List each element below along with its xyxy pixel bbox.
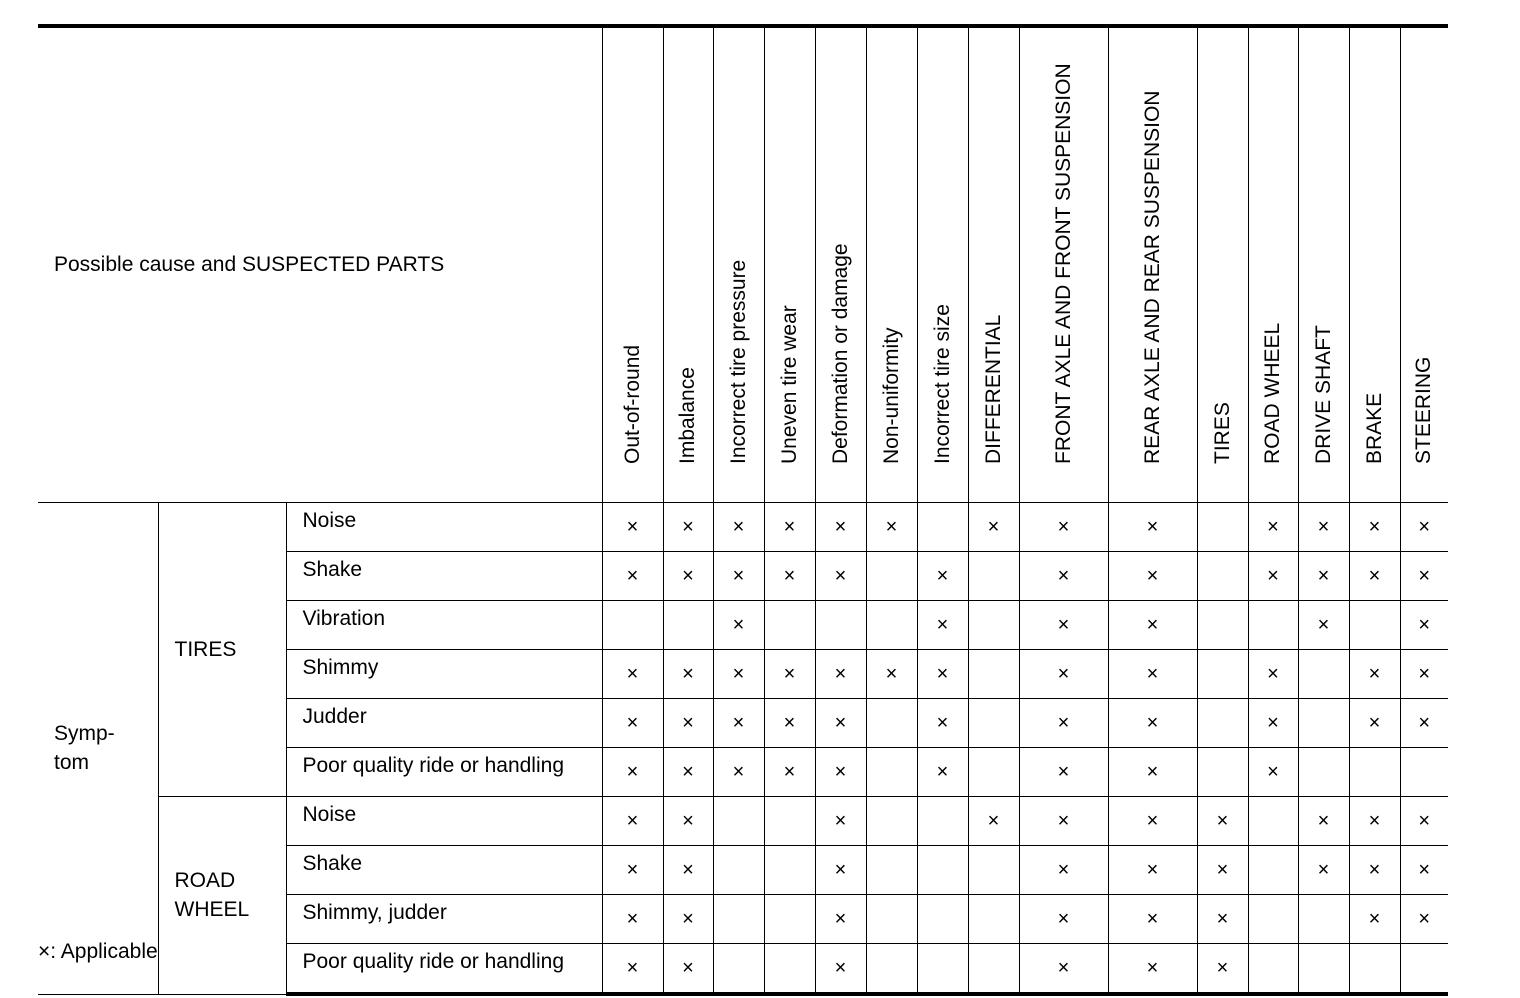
column-header-non-uniformity (866, 26, 917, 503)
applicable-mark: × (1248, 748, 1298, 797)
applicable-mark: × (1400, 552, 1448, 601)
empty-cell (866, 846, 917, 895)
column-header-label: Uneven tire wear (777, 305, 801, 464)
empty-cell (1197, 552, 1248, 601)
column-header-out-of-round (602, 26, 663, 503)
applicable-mark: × (663, 552, 713, 601)
symptom-name: Shimmy, judder (286, 895, 602, 944)
applicable-mark: × (602, 846, 663, 895)
column-header-incorrect-tire-pressure (713, 26, 764, 503)
applicable-mark: × (764, 552, 815, 601)
applicable-mark: × (1349, 503, 1400, 552)
diagnosis-table-wrapper (38, 24, 1448, 996)
applicable-mark: × (1108, 503, 1197, 552)
applicable-mark: × (713, 699, 764, 748)
applicable-mark: × (917, 748, 968, 797)
applicable-mark: × (968, 797, 1019, 846)
applicable-mark: × (1349, 699, 1400, 748)
applicable-mark: × (1197, 846, 1248, 895)
applicable-mark: × (917, 650, 968, 699)
applicable-mark: × (1108, 650, 1197, 699)
empty-cell (866, 944, 917, 995)
empty-cell (713, 797, 764, 846)
applicable-mark: × (815, 846, 866, 895)
column-header-drive-shaft (1298, 26, 1349, 503)
column-header-label: Out-of-round (620, 344, 644, 464)
group-label (158, 797, 286, 995)
column-header-deformation-or-damage (815, 26, 866, 503)
column-header-label: Deformation or damage (828, 243, 852, 464)
empty-cell (1400, 748, 1448, 797)
empty-cell (1298, 699, 1349, 748)
applicable-mark: × (602, 503, 663, 552)
applicable-mark: × (1400, 601, 1448, 650)
column-header-label: ROAD WHEEL (1261, 322, 1284, 464)
applicable-mark: × (1019, 797, 1108, 846)
applicable-mark: × (713, 601, 764, 650)
column-header-label: STEERING (1412, 356, 1436, 464)
symptom-label-line2: tom (54, 751, 90, 775)
applicable-mark: × (1349, 650, 1400, 699)
header-title: Possible cause and SUSPECTED PARTS (38, 26, 602, 503)
empty-cell (1197, 699, 1248, 748)
applicable-mark: × (1248, 503, 1298, 552)
applicable-mark: × (663, 748, 713, 797)
applicable-mark: × (1400, 699, 1448, 748)
applicable-mark: × (968, 503, 1019, 552)
applicable-mark: × (815, 944, 866, 995)
empty-cell (968, 846, 1019, 895)
applicable-mark: × (1400, 895, 1448, 944)
empty-cell (764, 601, 815, 650)
applicable-mark: × (917, 601, 968, 650)
empty-cell (968, 650, 1019, 699)
applicable-mark: × (1019, 895, 1108, 944)
applicable-mark: × (1349, 895, 1400, 944)
group-label (158, 503, 286, 797)
column-header-brake (1349, 26, 1400, 503)
column-header-steering (1400, 26, 1448, 503)
applicable-mark: × (815, 699, 866, 748)
empty-cell (1248, 944, 1298, 995)
applicable-mark: × (1298, 797, 1349, 846)
applicable-mark: × (764, 699, 815, 748)
column-header-label: Incorrect tire size (930, 304, 954, 464)
empty-cell (764, 846, 815, 895)
empty-cell (1400, 944, 1448, 995)
applicable-mark: × (663, 944, 713, 995)
empty-cell (1298, 650, 1349, 699)
symptom-name: Noise (286, 503, 602, 552)
empty-cell (1349, 748, 1400, 797)
empty-cell (866, 699, 917, 748)
applicable-mark: × (1019, 552, 1108, 601)
empty-cell (764, 797, 815, 846)
applicable-mark: × (1400, 797, 1448, 846)
applicable-mark: × (1108, 797, 1197, 846)
applicable-mark: × (1400, 503, 1448, 552)
applicable-mark: × (602, 552, 663, 601)
applicable-mark: × (815, 797, 866, 846)
column-header-front-axle-and-front-suspension (1019, 26, 1108, 503)
applicable-mark: × (1248, 699, 1298, 748)
applicable-mark: × (1108, 552, 1197, 601)
footnote: ×: Applicable (38, 940, 158, 963)
empty-cell (713, 895, 764, 944)
symptom-name: Shake (286, 846, 602, 895)
symptom-name: Poor quality ride or handling (286, 944, 602, 995)
empty-cell (764, 944, 815, 995)
empty-cell (968, 895, 1019, 944)
symptom-label (38, 503, 158, 995)
empty-cell (1197, 650, 1248, 699)
applicable-mark: × (764, 650, 815, 699)
applicable-mark: × (713, 552, 764, 601)
applicable-mark: × (1019, 650, 1108, 699)
table-row (38, 797, 1448, 846)
applicable-mark: × (663, 895, 713, 944)
applicable-mark: × (866, 503, 917, 552)
applicable-mark: × (815, 650, 866, 699)
applicable-mark: × (1019, 699, 1108, 748)
group-label-line1: ROAD (174, 869, 236, 893)
empty-cell (968, 944, 1019, 995)
column-header-label: TIRES (1210, 402, 1234, 464)
empty-cell (917, 846, 968, 895)
empty-cell (968, 601, 1019, 650)
applicable-mark: × (1197, 944, 1248, 995)
applicable-mark: × (1197, 895, 1248, 944)
group-label-line1: TIRES (174, 638, 237, 661)
applicable-mark: × (1248, 650, 1298, 699)
empty-cell (1197, 503, 1248, 552)
applicable-mark: × (663, 797, 713, 846)
column-header-label: Incorrect tire pressure (726, 259, 750, 464)
applicable-mark: × (1349, 846, 1400, 895)
empty-cell (1298, 944, 1349, 995)
applicable-mark: × (602, 944, 663, 995)
applicable-mark: × (1108, 846, 1197, 895)
applicable-mark: × (663, 503, 713, 552)
applicable-mark: × (1108, 601, 1197, 650)
empty-cell (1248, 797, 1298, 846)
empty-cell (1349, 944, 1400, 995)
applicable-mark: × (602, 895, 663, 944)
column-header-road-wheel (1248, 26, 1298, 503)
applicable-mark: × (917, 699, 968, 748)
applicable-mark: × (1019, 944, 1108, 995)
applicable-mark: × (713, 503, 764, 552)
empty-cell (1197, 601, 1248, 650)
empty-cell (866, 601, 917, 650)
column-header-tires (1197, 26, 1248, 503)
empty-cell (866, 797, 917, 846)
applicable-mark: × (1349, 797, 1400, 846)
empty-cell (815, 601, 866, 650)
applicable-mark: × (663, 846, 713, 895)
header-row (38, 26, 1448, 503)
applicable-mark: × (602, 797, 663, 846)
applicable-mark: × (1298, 503, 1349, 552)
applicable-mark: × (815, 895, 866, 944)
column-header-uneven-tire-wear (764, 26, 815, 503)
empty-cell (968, 748, 1019, 797)
applicable-mark: × (764, 503, 815, 552)
column-header-differential (968, 26, 1019, 503)
empty-cell (713, 846, 764, 895)
empty-cell (1197, 748, 1248, 797)
empty-cell (917, 503, 968, 552)
symptom-name: Vibration (286, 601, 602, 650)
column-header-rear-axle-and-rear-suspension (1108, 26, 1197, 503)
applicable-mark: × (1108, 748, 1197, 797)
applicable-mark: × (1019, 748, 1108, 797)
empty-cell (866, 895, 917, 944)
empty-cell (1298, 895, 1349, 944)
applicable-mark: × (1298, 601, 1349, 650)
empty-cell (1248, 601, 1298, 650)
empty-cell (968, 552, 1019, 601)
applicable-mark: × (713, 748, 764, 797)
column-header-label: Imbalance (676, 367, 699, 464)
empty-cell (917, 797, 968, 846)
empty-cell (1349, 601, 1400, 650)
column-header-label: REAR AXLE AND REAR SUSPENSION (1140, 90, 1164, 464)
applicable-mark: × (815, 503, 866, 552)
empty-cell (1298, 748, 1349, 797)
symptom-name: Shake (286, 552, 602, 601)
applicable-mark: × (1019, 503, 1108, 552)
applicable-mark: × (815, 552, 866, 601)
applicable-mark: × (1248, 552, 1298, 601)
column-header-label: BRAKE (1362, 392, 1386, 464)
applicable-mark: × (764, 748, 815, 797)
table-row (38, 503, 1448, 552)
group-label-line2: WHEEL (174, 898, 250, 922)
symptom-label-line1: Symp- (54, 722, 115, 746)
column-header-label: DIFFERENTIAL (981, 314, 1005, 464)
symptom-name: Judder (286, 699, 602, 748)
empty-cell (917, 944, 968, 995)
applicable-mark: × (1197, 797, 1248, 846)
symptom-name: Noise (286, 797, 602, 846)
empty-cell (764, 895, 815, 944)
applicable-mark: × (1400, 650, 1448, 699)
applicable-mark: × (1019, 601, 1108, 650)
applicable-mark: × (663, 699, 713, 748)
table-body (38, 26, 1448, 994)
column-header-imbalance (663, 26, 713, 503)
empty-cell (602, 601, 663, 650)
applicable-mark: × (1108, 895, 1197, 944)
empty-cell (866, 748, 917, 797)
applicable-mark: × (1298, 846, 1349, 895)
applicable-mark: × (1349, 552, 1400, 601)
applicable-mark: × (1108, 944, 1197, 995)
empty-cell (917, 895, 968, 944)
applicable-mark: × (713, 650, 764, 699)
column-header-label: DRIVE SHAFT (1311, 325, 1335, 464)
applicable-mark: × (1019, 846, 1108, 895)
applicable-mark: × (602, 699, 663, 748)
applicable-mark: × (815, 748, 866, 797)
applicable-mark: × (602, 748, 663, 797)
applicable-mark: × (663, 650, 713, 699)
column-header-label: Non-uniformity (879, 327, 903, 464)
empty-cell (1248, 895, 1298, 944)
noise-vibration-harshness-table (38, 24, 1448, 996)
symptom-name: Poor quality ride or handling (286, 748, 602, 797)
applicable-mark: × (917, 552, 968, 601)
applicable-mark: × (602, 650, 663, 699)
applicable-mark: × (1108, 699, 1197, 748)
column-header-incorrect-tire-size (917, 26, 968, 503)
applicable-mark: × (866, 650, 917, 699)
empty-cell (1248, 846, 1298, 895)
symptom-name: Shimmy (286, 650, 602, 699)
empty-cell (866, 552, 917, 601)
empty-cell (663, 601, 713, 650)
applicable-mark: × (1400, 846, 1448, 895)
column-header-label: FRONT AXLE AND FRONT SUSPENSION (1051, 63, 1075, 464)
empty-cell (968, 699, 1019, 748)
empty-cell (713, 944, 764, 995)
applicable-mark: × (1298, 552, 1349, 601)
